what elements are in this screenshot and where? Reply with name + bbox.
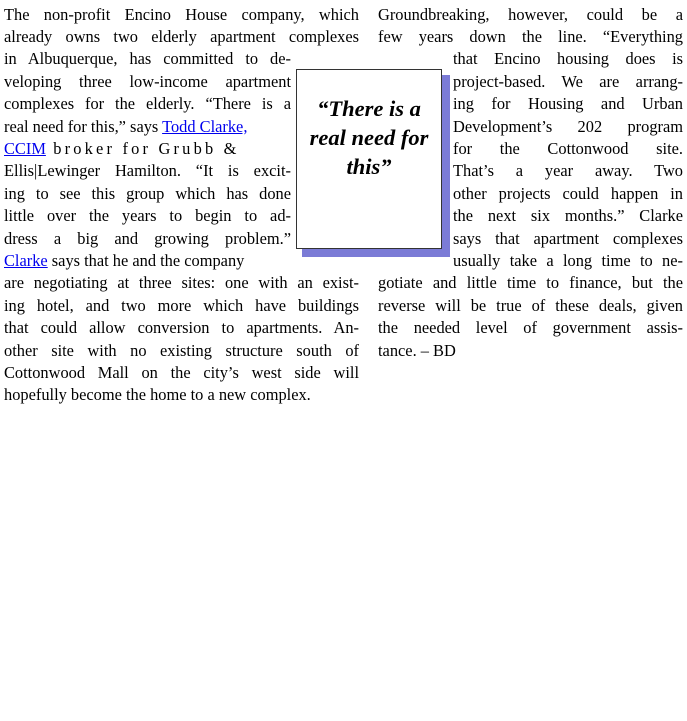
- text-fragment: says that he and the company: [47, 251, 245, 270]
- pull-quote-box: [296, 69, 442, 249]
- ccim-link[interactable]: CCIM: [4, 139, 46, 158]
- text-line: ing hotel, and two more which have buildings: [4, 296, 359, 315]
- text-line: Development’s 202 program: [453, 117, 683, 136]
- text-line: Groundbreaking, however, could be a: [378, 5, 683, 24]
- text-line: ing to see this group which has done: [4, 184, 291, 203]
- text-line: for the Cottonwood site.: [453, 139, 683, 158]
- text-line: other site with no existing structure south of: [4, 341, 359, 360]
- text-line: that could allow conversion to apartments. An-: [4, 318, 359, 337]
- text-line: reverse will be true of these deals, given: [378, 296, 683, 315]
- text-line: That’s a year away. Two: [453, 161, 683, 180]
- pull-quote-line: “There is a: [317, 96, 421, 121]
- text-line: tance. – BD: [378, 341, 456, 360]
- text-line: usually take a long time to ne-: [453, 251, 683, 270]
- text-line: dress a big and growing problem.”: [4, 229, 291, 248]
- text-line: ing for Housing and Urban: [453, 94, 683, 113]
- text-line: are negotiating at three sites: one with an exist-: [4, 273, 359, 292]
- clarke-link[interactable]: Clarke: [4, 251, 48, 270]
- text-line: Cottonwood Mall on the city’s west side will: [4, 363, 359, 382]
- todd-clarke-link[interactable]: Todd Clarke,: [162, 117, 248, 136]
- text-line: project-based. We are arrang-: [453, 72, 683, 91]
- text-line: hopefully become the home to a new complex.: [4, 385, 311, 404]
- text-line: already owns two elderly apartment complexes: [4, 27, 359, 46]
- text-line: other projects could happen in: [453, 184, 683, 203]
- text-line: the needed level of government assis-: [378, 318, 683, 337]
- text-line: veloping three low-income apartment: [4, 72, 291, 91]
- pull-quote-line: real need for: [309, 125, 429, 150]
- text-line: The non-profit Encino House company, which: [4, 5, 359, 24]
- pull-quote-text: [297, 94, 441, 181]
- text-line: says that apartment complexes: [453, 229, 683, 248]
- text-line: few years down the line. “Everything: [378, 27, 683, 46]
- pull-quote-line: this”: [346, 154, 392, 179]
- text-line: [4, 250, 291, 272]
- text-line: [4, 138, 291, 160]
- text-line: complexes for the elderly. “There is a: [4, 94, 291, 113]
- text-fragment: real need for this,” says: [4, 117, 163, 136]
- text-line: the next six months.” Clarke: [453, 206, 683, 225]
- text-line: [4, 116, 291, 138]
- text-line: Ellis|Lewinger Hamilton. “It is excit-: [4, 161, 291, 180]
- text-fragment: broker for Grubb &: [45, 139, 240, 158]
- text-line: gotiate and little time to finance, but the: [378, 273, 683, 292]
- text-line: that Encino housing does is: [453, 49, 683, 68]
- text-line: in Albuquerque, has committed to de-: [4, 49, 291, 68]
- text-line: little over the years to begin to ad-: [4, 206, 291, 225]
